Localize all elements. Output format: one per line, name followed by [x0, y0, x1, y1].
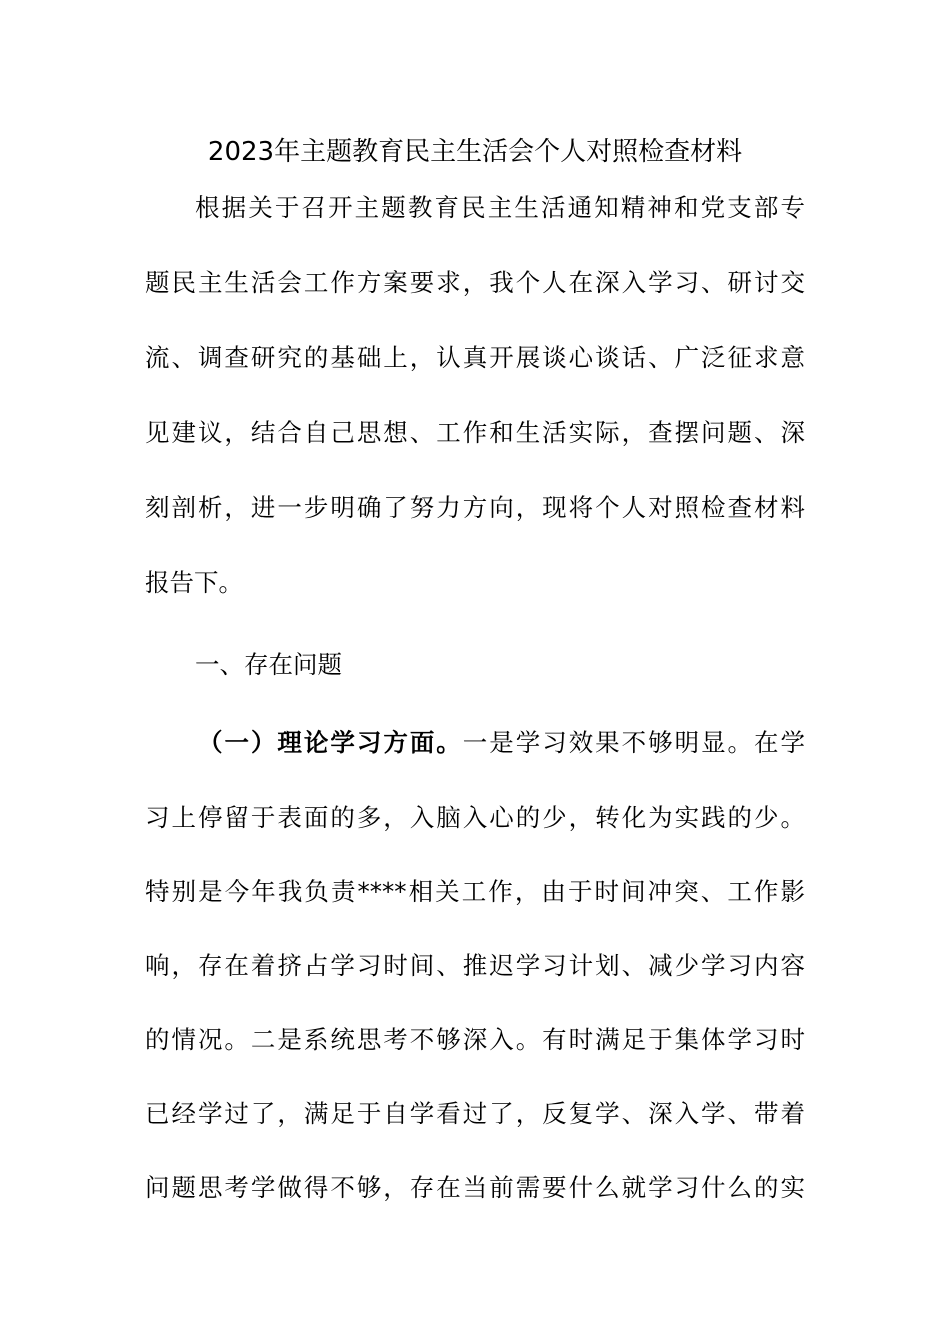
- document-title: 2023年主题教育民主生活会个人对照检查材料: [207, 137, 743, 167]
- subsection-label: （一）理论学习方面。: [198, 728, 463, 757]
- subsection-line-6: 已经学过了，满足于自学看过了，反复学、深入学、带着: [145, 1099, 805, 1128]
- subsection-line-4: 响，存在着挤占学习时间、推迟学习计划、减少学习内容: [145, 951, 805, 980]
- section-heading: 一、存在问题: [195, 650, 342, 679]
- intro-line-3: 流、调查研究的基础上，认真开展谈心谈话、广泛征求意: [145, 343, 805, 372]
- intro-line-2: 题民主生活会工作方案要求，我个人在深入学习、研讨交: [145, 268, 805, 297]
- intro-line-1: 根据关于召开主题教育民主生活通知精神和党支部专: [195, 193, 805, 222]
- intro-line-4: 见建议，结合自己思想、工作和生活实际，查摆问题、深: [145, 418, 805, 447]
- subsection-line-1: 一是学习效果不够明显。在学: [462, 728, 806, 757]
- subsection-line-7: 问题思考学做得不够，存在当前需要什么就学习什么的实: [145, 1173, 805, 1202]
- subsection-first-line: [198, 723, 805, 763]
- intro-line-5: 刻剖析，进一步明确了努力方向，现将个人对照检查材料: [145, 493, 805, 522]
- subsection-line-5: 的情况。二是系统思考不够深入。有时满足于集体学习时: [145, 1025, 805, 1054]
- subsection-line-3: 特别是今年我负责****相关工作，由于时间冲突、工作影: [145, 877, 805, 906]
- intro-line-6: 报告下。: [145, 568, 243, 597]
- subsection-line-2: 习上停留于表面的多，入脑入心的少，转化为实践的少。: [145, 803, 805, 832]
